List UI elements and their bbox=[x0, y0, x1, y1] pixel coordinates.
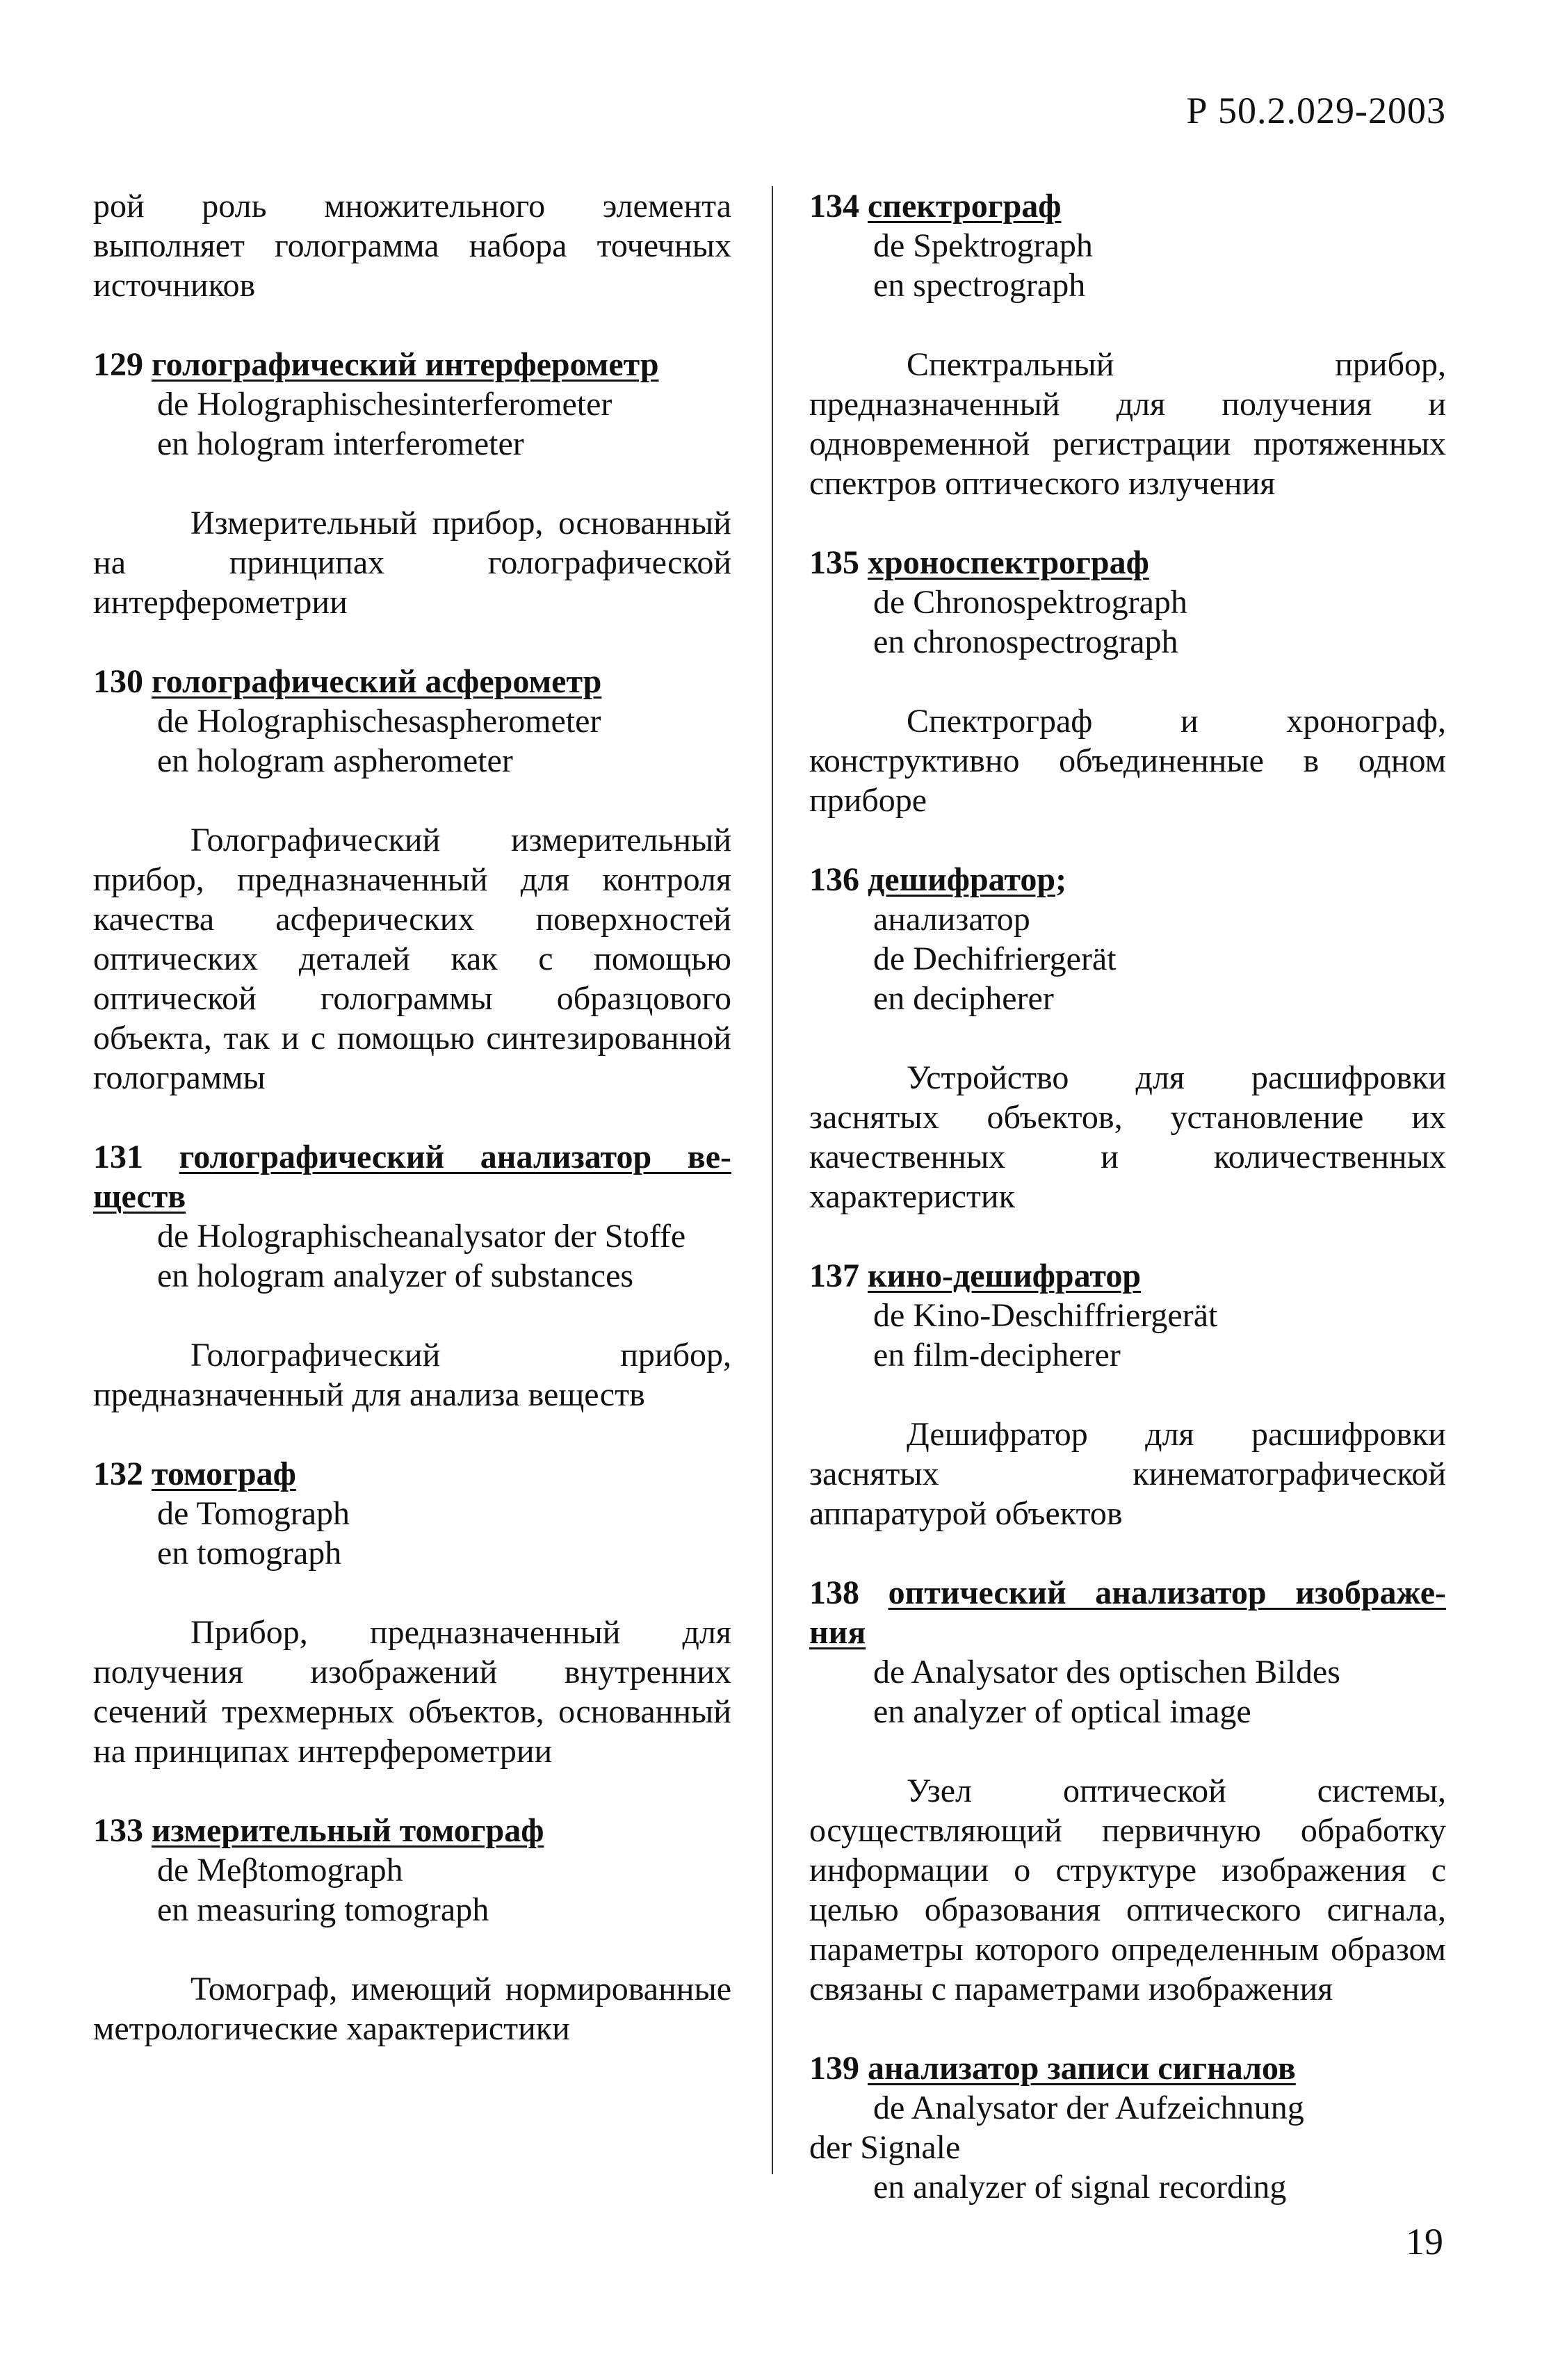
term-heading bbox=[93, 1454, 731, 1494]
english-equivalent: en analyzer of signal recording bbox=[873, 2169, 1287, 2206]
term-entry-135 bbox=[809, 543, 1446, 820]
term-definition: Устройство для расшифровки заснятых объектов, установление их качественных и количественных характеристик bbox=[809, 1059, 1446, 1215]
term-number: 136 bbox=[809, 861, 859, 898]
term-name: голографический интерферометр bbox=[152, 346, 659, 383]
term-entry-130 bbox=[93, 662, 731, 1098]
german-equivalent: de Holographischesaspherometer bbox=[157, 703, 601, 740]
german-equivalent: de Kino-Deschiffriergerät bbox=[873, 1297, 1218, 1334]
term-name: кино-дешифратор bbox=[868, 1257, 1142, 1294]
german-equivalent: de Meβtomograph bbox=[157, 1852, 403, 1889]
term-name: голографический анализатор ве- bbox=[179, 1139, 732, 1175]
term-number: 130 bbox=[93, 663, 143, 700]
term-definition: Томограф, имеющий нормированные метрологические характеристики bbox=[93, 1971, 731, 2047]
english-equivalent: en hologram analyzer of substances bbox=[157, 1257, 634, 1294]
german-equivalent: de Chronospektrograph bbox=[873, 584, 1187, 621]
term-heading bbox=[93, 1137, 731, 1177]
term-entry-133 bbox=[93, 1811, 731, 2048]
german-equivalent: de Holographischeanalysator der Stoffe bbox=[157, 1218, 686, 1255]
term-definition: Измерительный прибор, основанный на принципах голографической интерферометрии bbox=[93, 505, 731, 621]
column-divider bbox=[772, 186, 773, 2174]
term-entry-136 bbox=[809, 860, 1446, 1216]
term-name: голографический асферометр bbox=[152, 663, 602, 700]
english-equivalent: en film-decipherer bbox=[873, 1337, 1121, 1374]
term-entry-138 bbox=[809, 1573, 1446, 2009]
term-heading bbox=[93, 662, 731, 701]
term-name: томограф bbox=[152, 1456, 296, 1492]
term-number: 138 bbox=[809, 1574, 859, 1611]
term-heading bbox=[809, 543, 1446, 582]
german-equivalent: de Tomograph bbox=[157, 1495, 350, 1532]
term-definition: Спектральный прибор, предназначенный для получения и одновременной регистрации протяженных спектров оптического излучения bbox=[809, 346, 1446, 502]
german-equivalent: de Holographischesinterferometer bbox=[157, 386, 612, 423]
term-heading bbox=[809, 2048, 1446, 2088]
english-equivalent: en hologram interferometer bbox=[157, 425, 524, 462]
term-heading bbox=[93, 1811, 731, 1850]
term-number: 129 bbox=[93, 346, 143, 383]
term-heading bbox=[809, 860, 1446, 899]
term-name-continued: ществ bbox=[93, 1178, 186, 1215]
document-code: Р 50.2.029-2003 bbox=[1186, 90, 1446, 131]
english-equivalent: en tomograph bbox=[157, 1535, 342, 1572]
term-heading-continued bbox=[809, 1613, 1446, 1652]
term-number: 131 bbox=[93, 1139, 143, 1175]
term-number: 132 bbox=[93, 1456, 143, 1492]
term-name: хроноспектрограф bbox=[868, 544, 1149, 581]
german-equivalent: de Analysator der Aufzeichnung bbox=[873, 2089, 1304, 2126]
term-number: 133 bbox=[93, 1812, 143, 1849]
term-heading-continued bbox=[93, 1177, 731, 1216]
german-equivalent: de Spektrograph bbox=[873, 227, 1093, 264]
term-definition: Дешифратор для расшифровки заснятых кинематографической аппаратурой объектов bbox=[809, 1416, 1446, 1532]
term-separator: ; bbox=[1055, 861, 1067, 898]
term-definition: Голографический измерительный прибор, предназначенный для контроля качества асферических поверхностей оптических деталей как с помощью оптической голограммы образцового объекта, так и с помощью синтезированной голограммы bbox=[93, 822, 731, 1096]
english-equivalent: en decipherer bbox=[873, 980, 1054, 1017]
term-entry-137 bbox=[809, 1256, 1446, 1533]
english-equivalent: en chronospectrograph bbox=[873, 623, 1178, 660]
continuation-text: рой роль множительного элемента выполняет голограмма набора точечных источников bbox=[93, 188, 731, 304]
term-definition: Прибор, предназначенный для получения изображений внутренних сечений трехмерных объектов, основанный на принципах интерферометрии bbox=[93, 1614, 731, 1770]
term-number: 137 bbox=[809, 1257, 859, 1294]
german-equivalent: de Analysator des optischen Bildes bbox=[873, 1654, 1340, 1690]
term-entry-139 bbox=[809, 2048, 1446, 2207]
term-name: измерительный томограф bbox=[152, 1812, 544, 1849]
term-entry-134 bbox=[809, 186, 1446, 503]
term-name: оптический анализатор изображе- bbox=[888, 1574, 1447, 1611]
english-equivalent: en spectrograph bbox=[873, 267, 1086, 304]
term-heading bbox=[93, 345, 731, 384]
term-name: анализатор записи сигналов bbox=[868, 2050, 1296, 2087]
german-equivalent-continued: der Signale bbox=[809, 2129, 961, 2166]
term-heading bbox=[809, 1573, 1446, 1613]
synonym-term: анализатор bbox=[873, 901, 1030, 938]
left-column bbox=[93, 186, 731, 2048]
term-number: 139 bbox=[809, 2050, 859, 2087]
term-entry-129 bbox=[93, 345, 731, 622]
term-number: 135 bbox=[809, 544, 859, 581]
english-equivalent: en analyzer of optical image bbox=[873, 1693, 1251, 1730]
term-definition: Узел оптической системы, осуществляющий первичную обработку информации о структуре изображения с целью образования оптического сигнала, параметры которого определенным образом связаны с параметрами изображения bbox=[809, 1772, 1446, 2007]
term-definition: Спектрограф и хронограф, конструктивно объединенные в одном приборе bbox=[809, 703, 1446, 819]
term-definition: Голографический прибор, предназначенный для анализа веществ bbox=[93, 1337, 731, 1413]
term-number: 134 bbox=[809, 188, 859, 225]
english-equivalent: en measuring tomograph bbox=[157, 1891, 489, 1928]
term-name: спектрограф bbox=[868, 188, 1062, 225]
term-name-continued: ния bbox=[809, 1614, 866, 1651]
right-column bbox=[809, 186, 1446, 2207]
page-number: 19 bbox=[1406, 2221, 1443, 2263]
german-equivalent: de Dechifriergerät bbox=[873, 940, 1117, 977]
term-heading bbox=[809, 1256, 1446, 1296]
term-heading bbox=[809, 186, 1446, 226]
term-entry-132 bbox=[93, 1454, 731, 1771]
term-name: дешифратор bbox=[868, 861, 1056, 898]
term-entry-131 bbox=[93, 1137, 731, 1415]
english-equivalent: en hologram aspherometer bbox=[157, 742, 513, 779]
